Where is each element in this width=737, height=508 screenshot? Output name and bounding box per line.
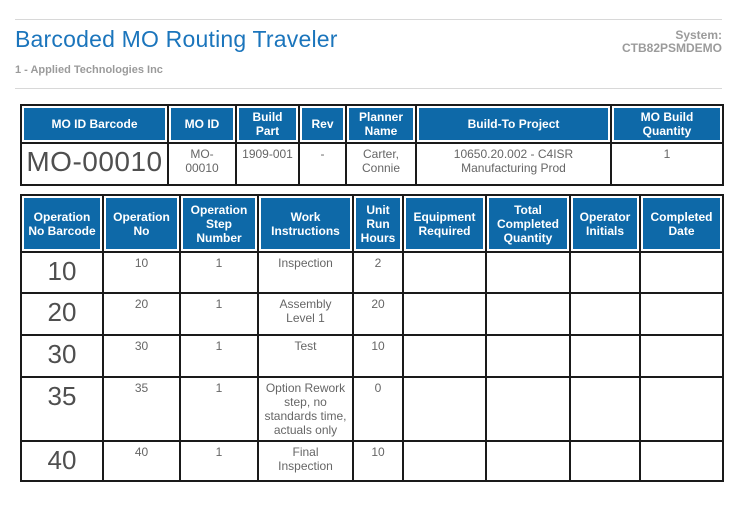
build-part-cell: 1909-001 (236, 143, 299, 185)
completed-date-cell (640, 377, 723, 441)
report-page (0, 19, 737, 482)
company-name: 1 - Applied Technologies Inc (15, 64, 163, 76)
operation-no-barcode-cell: 10 (21, 252, 103, 293)
operation-no-barcode-cell: 20 (21, 293, 103, 335)
col-header-unit-run-hours: Unit Run Hours (353, 195, 403, 252)
equipment-required-cell (403, 293, 486, 335)
col-header-planner-name: Planner Name (346, 105, 416, 143)
unit-run-hours-cell: 10 (353, 335, 403, 377)
col-header-operator-initials: Operator Initials (570, 195, 640, 252)
col-header-total-completed-quantity: Total Completed Quantity (486, 195, 570, 252)
system-info (622, 26, 722, 55)
col-header-mo-build-quantity: MO Build Quantity (611, 105, 723, 143)
total-completed-quantity-cell (486, 335, 570, 377)
col-header-equipment-required: Equipment Required (403, 195, 486, 252)
unit-run-hours-cell: 10 (353, 441, 403, 481)
operator-initials-cell (570, 252, 640, 293)
operations-table (20, 194, 724, 482)
operations-table-header-row (21, 195, 723, 252)
work-instructions-cell: Inspection (258, 252, 353, 293)
col-header-operation-no: Operation No (103, 195, 180, 252)
completed-date-cell (640, 252, 723, 293)
col-header-rev: Rev (299, 105, 346, 143)
col-header-build-part: Build Part (236, 105, 299, 143)
operation-no-cell: 20 (103, 293, 180, 335)
operation-row (21, 293, 723, 335)
operation-row (21, 377, 723, 441)
operation-no-cell: 30 (103, 335, 180, 377)
operation-row (21, 335, 723, 377)
col-header-operation-step-number: Operation Step Number (180, 195, 258, 252)
operation-no-cell: 10 (103, 252, 180, 293)
total-completed-quantity-cell (486, 377, 570, 441)
operator-initials-cell (570, 335, 640, 377)
system-label: System: (675, 28, 722, 42)
planner-name-cell: Carter, Connie (346, 143, 416, 185)
rev-cell: - (299, 143, 346, 185)
completed-date-cell (640, 293, 723, 335)
operation-row (21, 252, 723, 293)
operation-step-number-cell: 1 (180, 441, 258, 481)
col-header-work-instructions: Work Instructions (258, 195, 353, 252)
operation-no-barcode-cell: 35 (21, 377, 103, 441)
work-instructions-cell: Test (258, 335, 353, 377)
build-to-project-cell: 10650.20.002 - C4ISR Manufacturing Prod (416, 143, 611, 185)
operator-initials-cell (570, 293, 640, 335)
mo-table-header-row (21, 105, 723, 143)
col-header-build-to-project: Build-To Project (416, 105, 611, 143)
operation-step-number-cell: 1 (180, 335, 258, 377)
operation-no-barcode-cell: 40 (21, 441, 103, 481)
unit-run-hours-cell: 20 (353, 293, 403, 335)
unit-run-hours-cell: 0 (353, 377, 403, 441)
work-instructions-cell: Final Inspection (258, 441, 353, 481)
col-header-operation-no-barcode: Operation No Barcode (21, 195, 103, 252)
col-header-mo-id-barcode: MO ID Barcode (21, 105, 168, 143)
operation-no-barcode-cell: 30 (21, 335, 103, 377)
mo-id-cell: MO-00010 (168, 143, 236, 185)
unit-run-hours-cell: 2 (353, 252, 403, 293)
total-completed-quantity-cell (486, 293, 570, 335)
completed-date-cell (640, 335, 723, 377)
total-completed-quantity-cell (486, 441, 570, 481)
operation-step-number-cell: 1 (180, 252, 258, 293)
operation-no-cell: 35 (103, 377, 180, 441)
operation-no-cell: 40 (103, 441, 180, 481)
col-header-mo-id: MO ID (168, 105, 236, 143)
operation-row (21, 441, 723, 481)
work-instructions-cell: Assembly Level 1 (258, 293, 353, 335)
equipment-required-cell (403, 252, 486, 293)
header-bottom-rule (15, 88, 722, 89)
operation-step-number-cell: 1 (180, 293, 258, 335)
mo-table-data-row (21, 143, 723, 185)
equipment-required-cell (403, 377, 486, 441)
completed-date-cell (640, 441, 723, 481)
page-title: Barcoded MO Routing Traveler (15, 26, 338, 52)
mo-summary-table (20, 104, 724, 186)
total-completed-quantity-cell (486, 252, 570, 293)
mo-id-barcode-cell: MO-00010 (21, 143, 168, 185)
report-header (15, 26, 722, 55)
system-value: CTB82PSMDEMO (621, 41, 722, 55)
header-top-rule (15, 19, 722, 20)
equipment-required-cell (403, 441, 486, 481)
work-instructions-cell: Option Rework step, no standards time, actuals only (258, 377, 353, 441)
col-header-completed-date: Completed Date (640, 195, 723, 252)
operator-initials-cell (570, 441, 640, 481)
operation-step-number-cell: 1 (180, 377, 258, 441)
equipment-required-cell (403, 335, 486, 377)
mo-build-quantity-cell: 1 (611, 143, 723, 185)
operator-initials-cell (570, 377, 640, 441)
